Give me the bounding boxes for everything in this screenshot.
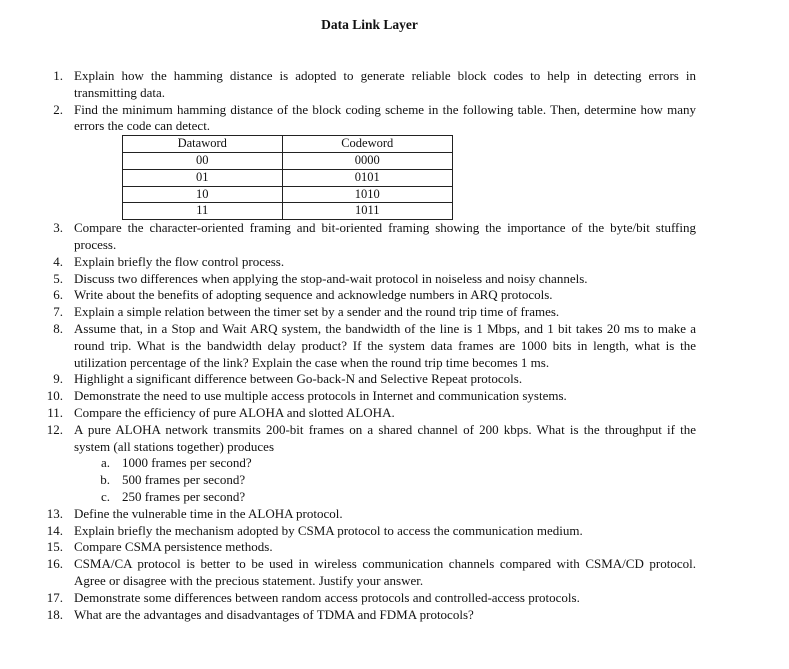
question-list: [0, 68, 789, 623]
question-item: [0, 388, 696, 405]
codeword-cell: 1011: [282, 203, 452, 220]
question-number: 8.: [53, 320, 63, 336]
question-number: 18.: [46, 606, 63, 622]
sub-question-item: [74, 489, 696, 506]
question-number: 15.: [46, 539, 63, 555]
question-item: [0, 287, 696, 304]
question-text: Explain how the hamming distance is adopted to generate reliable block codes to help in detecting errors in transmitting data.: [74, 68, 696, 100]
sub-question-text: 500 frames per second?: [122, 472, 246, 488]
sub-question-text: 250 frames per second?: [122, 488, 246, 504]
question-text: Highlight a significant difference between Go-back-N and Selective Repeat protocols.: [74, 371, 523, 387]
question-text: Compare the character-oriented framing and bit-oriented framing showing the importance of the byte/bit stuffing process.: [74, 220, 696, 252]
question-text: What are the advantages and disadvantages of TDMA and FDMA protocols?: [74, 606, 474, 622]
question-text: Demonstrate some differences between random access protocols and controlled-access protocols.: [74, 589, 580, 605]
question-item: [0, 254, 696, 271]
sub-question-text: 1000 frames per second?: [122, 455, 252, 471]
codeword-cell: 0101: [282, 169, 452, 186]
sub-question-letter: a.: [100, 455, 110, 471]
question-text: Write about the benefits of adopting sequence and acknowledge numbers in ARQ protocols.: [74, 287, 553, 303]
table-row: [123, 169, 453, 186]
question-number: 2.: [53, 101, 63, 117]
sub-question-letter: c.: [100, 488, 110, 504]
question-number: 1.: [53, 68, 63, 83]
question-number: 13.: [46, 505, 63, 521]
dataword-cell: 11: [123, 203, 283, 220]
question-item: [0, 371, 696, 388]
codeword-cell: 1010: [282, 186, 452, 203]
codeword-cell: 0000: [282, 152, 452, 169]
question-item: [0, 68, 696, 102]
question-item: [0, 590, 696, 607]
question-text: Compare the efficiency of pure ALOHA and slotted ALOHA.: [74, 404, 395, 420]
dataword-cell: 00: [123, 152, 283, 169]
question-text: A pure ALOHA network transmits 200-bit frames on a shared channel of 200 kbps. What is the throughput if the system (all stations together) produces: [74, 421, 696, 454]
sub-question-item: [74, 472, 696, 489]
question-number: 12.: [46, 421, 63, 437]
sub-question-list: [74, 455, 696, 505]
question-number: 17.: [46, 589, 63, 605]
question-number: 14.: [46, 522, 63, 538]
question-item: [0, 506, 696, 523]
table-row: [123, 186, 453, 203]
question-number: 7.: [53, 304, 63, 320]
question-text: Discuss two differences when applying the stop-and-wait protocol in noiseless and noisy channels.: [74, 270, 588, 286]
question-number: 10.: [46, 388, 63, 404]
question-item: [0, 607, 696, 624]
question-number: 9.: [53, 371, 63, 387]
question-item: [0, 304, 696, 321]
dataword-cell: 10: [123, 186, 283, 203]
question-number: 3.: [53, 220, 63, 236]
question-item: [0, 220, 696, 254]
question-number: 6.: [53, 287, 63, 303]
question-item: [0, 405, 696, 422]
question-number: 5.: [53, 270, 63, 286]
question-item: [0, 422, 696, 506]
table-row: [123, 203, 453, 220]
question-text: CSMA/CA protocol is better to be used in wireless communication channels compared with CSMA/CD protocol. Agree or disagree with the precious statement. Justify your answer.: [74, 556, 696, 588]
question-number: 11.: [47, 404, 63, 420]
question-text: Explain a simple relation between the timer set by a sender and the round trip time of frames.: [74, 304, 560, 320]
question-item: [0, 271, 696, 288]
question-item: [0, 556, 696, 590]
question-text: Compare CSMA persistence methods.: [74, 539, 273, 555]
question-number: 4.: [53, 253, 63, 269]
question-text: Explain briefly the mechanism adopted by CSMA protocol to access the communication medium.: [74, 522, 583, 538]
page-title: Data Link Layer: [321, 17, 418, 32]
question-item: [0, 539, 696, 556]
table-row: [123, 152, 453, 169]
sub-question-letter: b.: [100, 472, 110, 488]
question-text: Find the minimum hamming distance of the block coding scheme in the following table. Then, determine how many errors the code can detect.: [74, 101, 696, 134]
question-item: [0, 321, 696, 371]
sub-question-item: [74, 455, 696, 472]
column-header-codeword: Codeword: [282, 136, 452, 153]
question-text: Explain briefly the flow control process.: [74, 253, 285, 269]
codeword-table: [122, 135, 453, 220]
column-header-dataword: Dataword: [123, 136, 283, 153]
dataword-cell: 01: [123, 169, 283, 186]
question-text: Demonstrate the need to use multiple access protocols in Internet and communication systems.: [74, 388, 567, 404]
question-text: Assume that, in a Stop and Wait ARQ system, the bandwidth of the line is 1 Mbps, and 1 bit takes 20 ms to make a round trip. What is the bandwidth delay product? If the system data frames are 1000 bits in length, what is the utilization percentage of the link? Explain the case when the round trip time becomes 1 ms.: [74, 320, 696, 370]
table-header-row: [123, 136, 453, 153]
question-number: 16.: [46, 556, 63, 572]
question-text: Define the vulnerable time in the ALOHA protocol.: [74, 505, 343, 521]
question-item: [0, 523, 696, 540]
question-item: [0, 102, 696, 221]
